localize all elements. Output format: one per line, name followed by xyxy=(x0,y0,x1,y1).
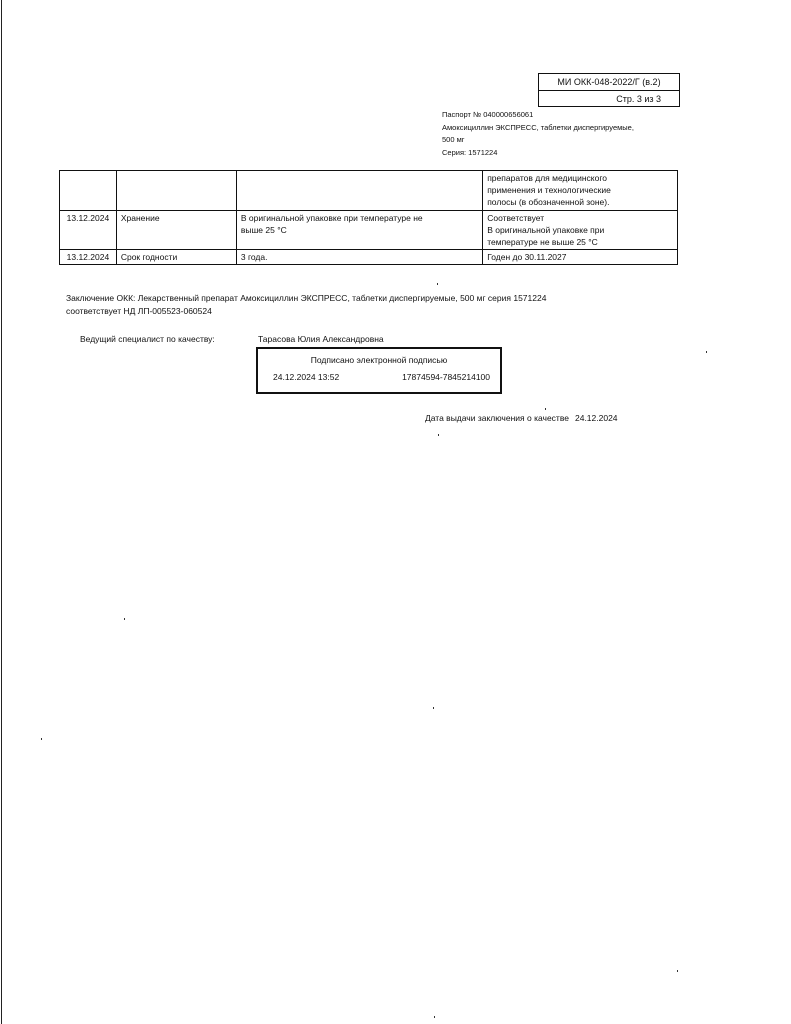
document-code-box xyxy=(538,73,680,107)
conclusion-line: соответствует НД ЛП-005523-060524 xyxy=(66,306,212,316)
page-edge-line xyxy=(1,0,2,1024)
table-cell xyxy=(236,171,482,211)
scan-speck xyxy=(433,707,434,709)
table-cell-indicator: Срок годности xyxy=(116,250,236,265)
passport-number: Паспорт № 040000656061 xyxy=(442,110,534,119)
table-cell-result: Годен до 30.11.2027 xyxy=(483,250,678,265)
table-cell xyxy=(60,171,117,211)
table-cell-result: препаратов для медицинского применения и технологические полосы (в обозначенной зоне). xyxy=(483,171,678,211)
scan-speck xyxy=(437,283,438,285)
conclusion-line: Заключение ОКК: Лекарственный препарат Амоксициллин ЭКСПРЕСС, таблетки диспергируемые, 500 мг серия 1571224 xyxy=(66,293,547,303)
signature-datetime: 24.12.2024 13:52 xyxy=(273,372,340,382)
specialist-name: Тарасова Юлия Александровна xyxy=(258,334,384,344)
table-cell-result: Соответствует В оригинальной упаковке при температуре не выше 25 °С xyxy=(483,211,678,250)
quality-conclusion xyxy=(66,292,546,318)
document-code: МИ ОКК-048-2022/Г (в.2) xyxy=(557,77,661,87)
table-cell-date: 13.12.2024 xyxy=(60,250,117,265)
table-row-carryover xyxy=(60,171,678,211)
issue-date-line xyxy=(425,413,618,423)
table-row xyxy=(60,250,678,265)
specialist-label: Ведущий специалист по качеству: xyxy=(80,334,215,344)
page-number: Стр. 3 из 3 xyxy=(539,90,679,107)
test-results-table xyxy=(59,170,678,265)
scan-speck xyxy=(706,351,707,353)
electronic-signature-stamp xyxy=(256,347,502,394)
signature-title: Подписано электронной подписью xyxy=(310,355,448,365)
table-cell xyxy=(116,171,236,211)
scan-speck xyxy=(438,434,439,436)
scan-speck xyxy=(434,1016,435,1018)
table-cell-date: 13.12.2024 xyxy=(60,211,117,250)
issue-date-label: Дата выдачи заключения о качестве xyxy=(425,413,569,423)
passport-dose: 500 мг xyxy=(442,135,465,144)
scan-speck xyxy=(41,738,42,740)
table-cell-requirement: 3 года. xyxy=(236,250,482,265)
issue-date-value: 24.12.2024 xyxy=(574,413,618,423)
passport-series: Серия: 1571224 xyxy=(442,147,498,157)
scan-speck xyxy=(124,618,125,620)
passport-product: Амоксициллин ЭКСПРЕСС, таблетки диспергируемые, xyxy=(442,122,634,132)
scan-speck xyxy=(677,970,678,972)
table-cell-requirement: В оригинальной упаковке при температуре не выше 25 °С xyxy=(236,211,482,250)
passport-block xyxy=(442,109,634,159)
table-cell-indicator: Хранение xyxy=(116,211,236,250)
scan-speck xyxy=(545,408,546,410)
table-row xyxy=(60,211,678,250)
signature-certificate: 17874594-7845214100 xyxy=(402,372,490,382)
